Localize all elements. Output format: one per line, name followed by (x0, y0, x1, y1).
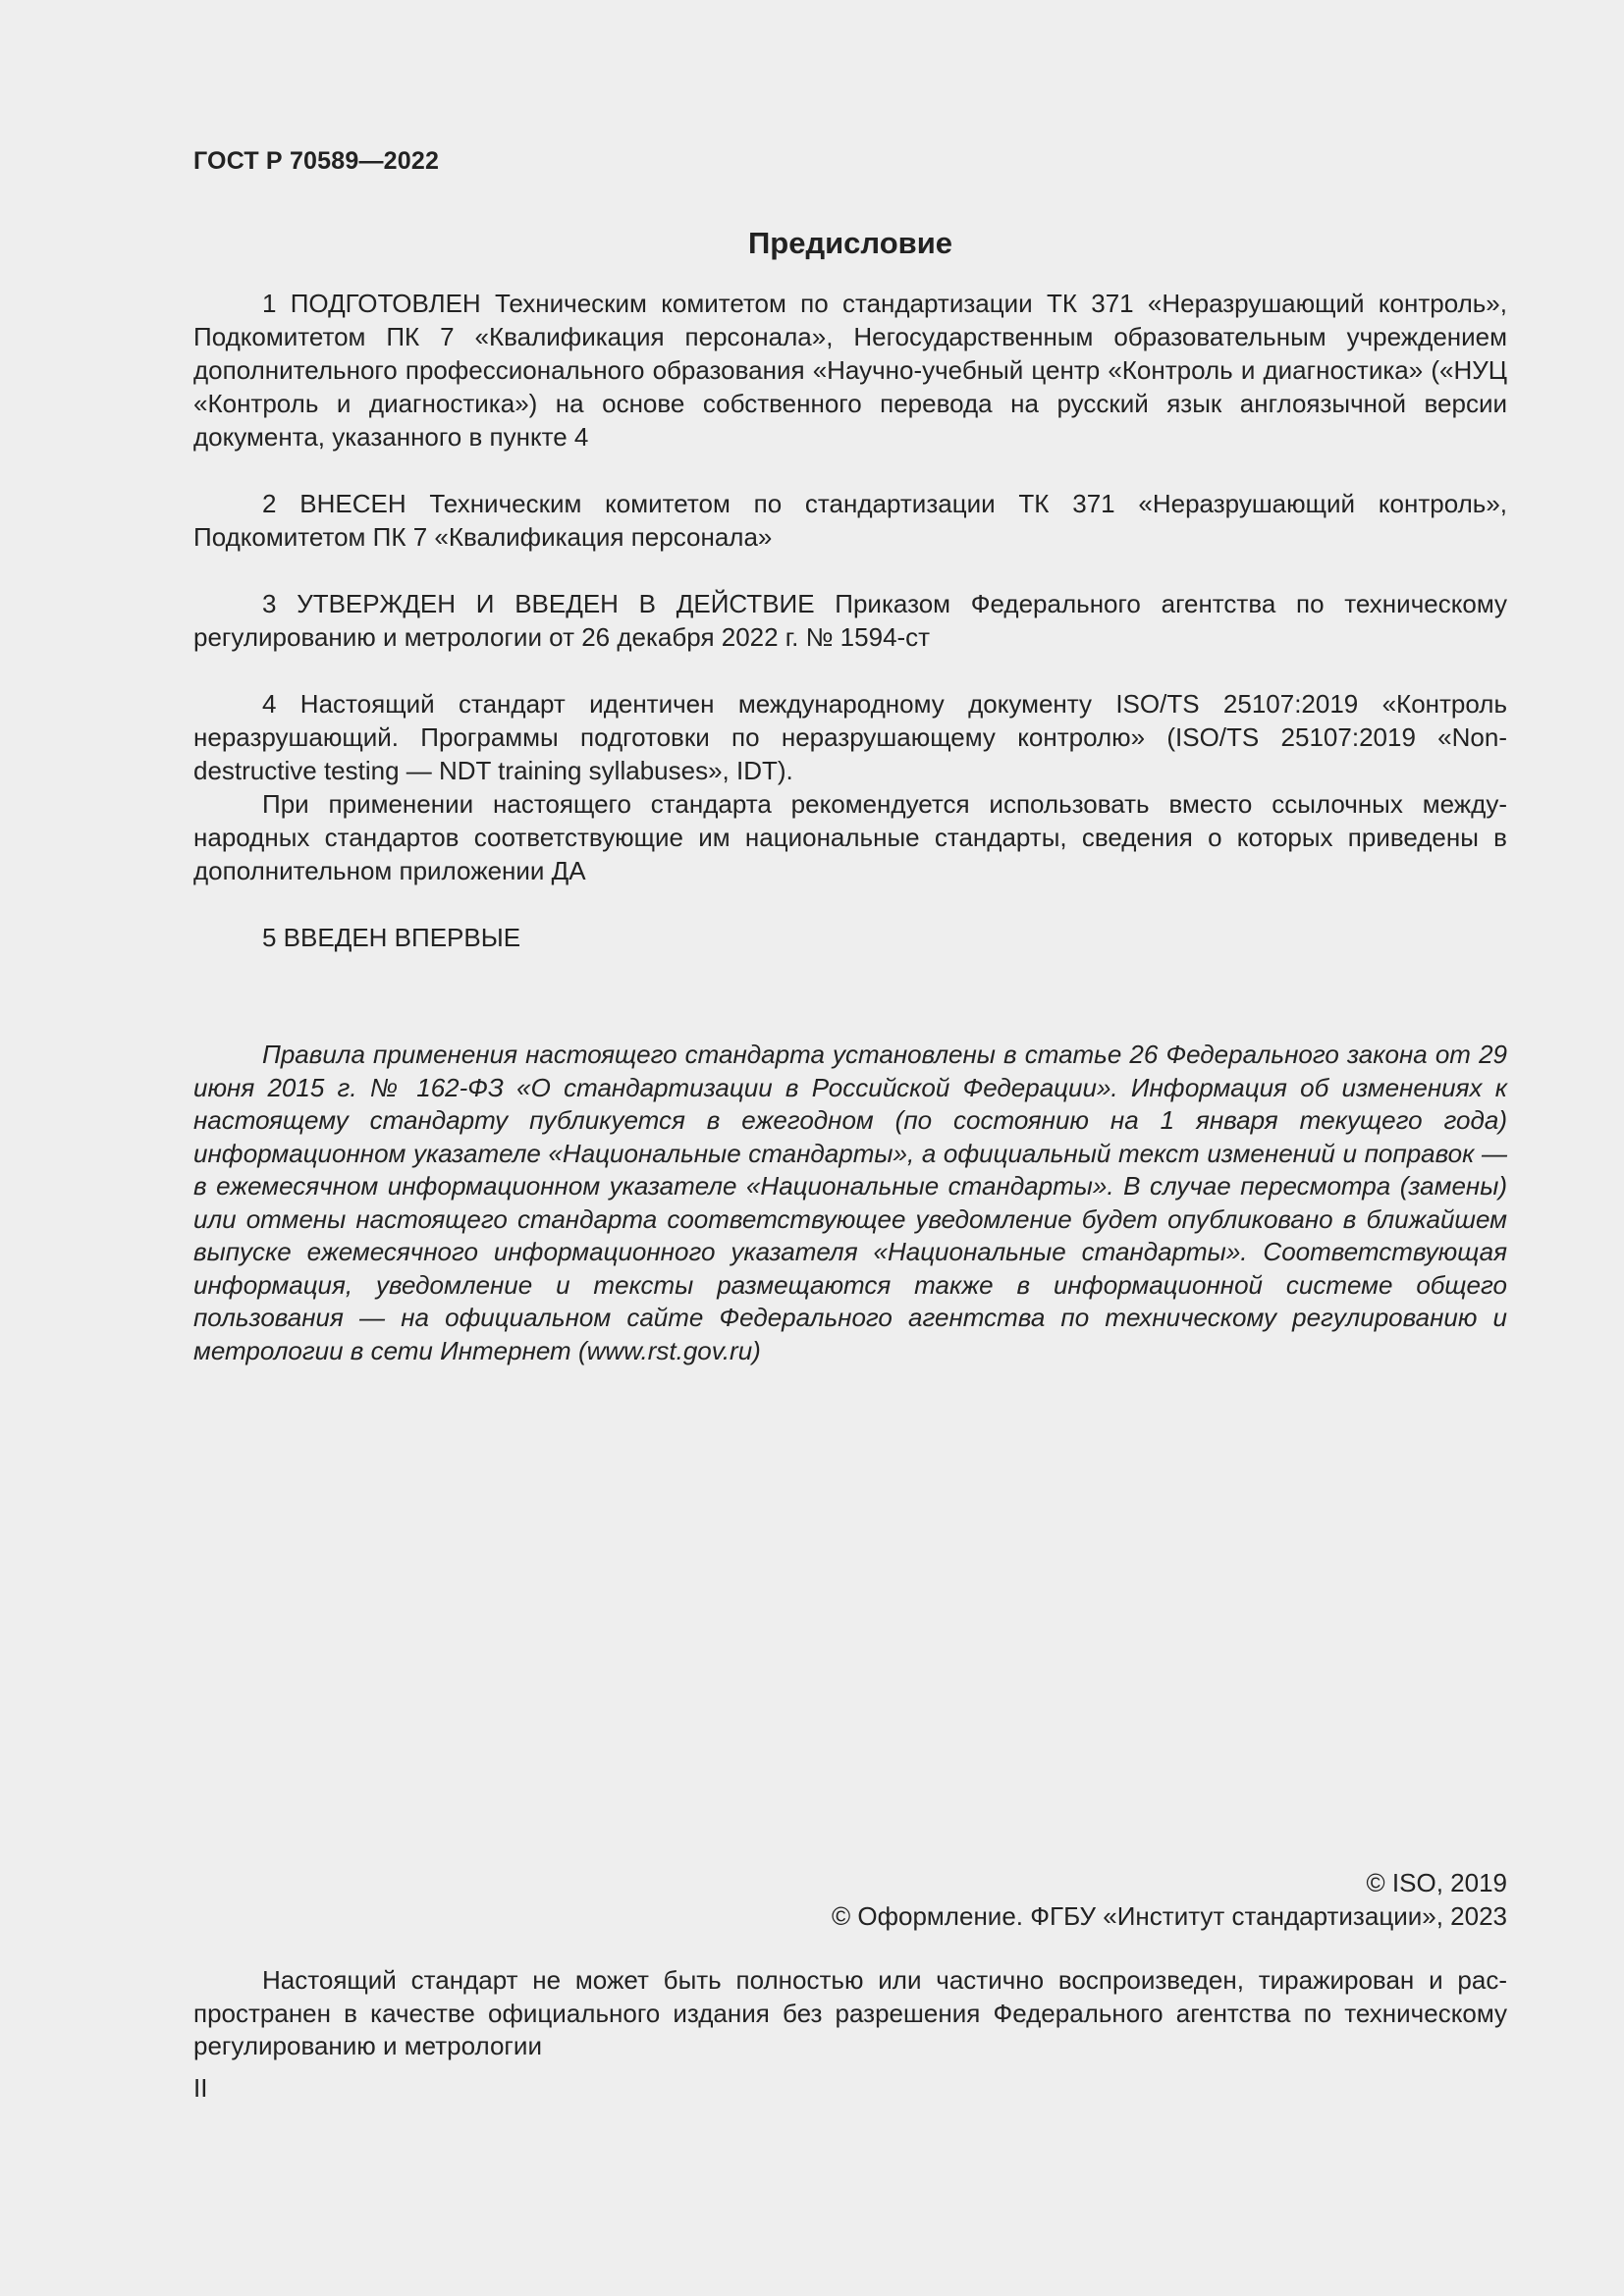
page-title: Предисловие (747, 226, 952, 260)
document-header: ГОСТ Р 70589—2022 (193, 147, 440, 175)
foreword-item-5: 5 ВВЕДЕН ВПЕРВЫЕ (262, 923, 521, 952)
page-number: II (193, 2073, 208, 2103)
foreword-item-4-note: При применении настоящего стандарта рекомендуется использовать вместо ссылочных международных стандартов соответствующие им национальные стандарты, сведения о которых приведены в дополнительном приложении ДА (193, 789, 1507, 885)
foreword-item-4: 4 Настоящий стандарт идентичен международному документу ISO/TS 25107:2019 «Контроль неразрушающий. Программы подготовки по неразрушающему контролю» (ISO/TS 25107:2019 «Non-destructive testing — NDT training syllabuses», IDT). (193, 689, 1507, 785)
foreword-body (193, 287, 1507, 954)
application-rules-notice: Правила применения настоящего стандарта установлены в статье 26 Федерального закона от 29 июня 2015 г. № 162-ФЗ «О стандартизации в Российской Федерации». Информация об изменениях к настоящему стандарту публикуется в ежегодном (по состоянию на 1 января текущего года) информационном указателе «Национальные стандарты», а официальный текст изменений и поправок — в ежемесячном информационном указателе «Национальные стандарты». В случае пересмотра (замены) или отмены настоящего стандарта соответствующее уведомление будет опубликовано в ближайшем выпуске ежемесячного информационного указателя «Национальные стандарты». Соответствующая информация, уведомление и тексты размещаются также в информационной системе общего пользования — на официальном сайте Федерального агентства по техническому регулированию и метрологии в сети Интернет (www.rst.gov.ru) (193, 1040, 1507, 1365)
foreword-item-3: 3 УТВЕРЖДЕН И ВВЕДЕН В ДЕЙСТВИЕ Приказом Федерального агентства по техническому регулированию и метрологии от 26 декабря 2022 г. № 1594-ст (193, 589, 1507, 652)
reproduction-notice: Настоящий стандарт не может быть полностью или частично воспроизведен, тиражирован и распространен в качестве официального издания без разрешения Федерального агентства по техническому регулированию и метрологии (193, 1965, 1507, 2060)
foreword-item-1: 1 ПОДГОТОВЛЕН Техническим комитетом по стандартизации ТК 371 «Неразрушающий контроль», Подкомитетом ПК 7 «Квалификация персонала», Негосударственным образовательным учреждением дополнительного профессионального образования «Научно-учебный центр «Контроль и диагностика» («НУЦ «Контроль и диагностика») на основе собственного перевода на русский язык англоязычной версии документа, указанного в пункте 4 (193, 289, 1507, 452)
copyright-block (832, 1866, 1507, 1933)
copyright-design: © Оформление. ФГБУ «Институт стандартизации», 2023 (832, 1901, 1507, 1931)
foreword-item-2: 2 ВНЕСЕН Техническим комитетом по стандартизации ТК 371 «Неразрушающий контроль», Подкомитетом ПК 7 «Квалификация персонала» (193, 489, 1507, 552)
copyright-iso: © ISO, 2019 (1366, 1868, 1507, 1897)
